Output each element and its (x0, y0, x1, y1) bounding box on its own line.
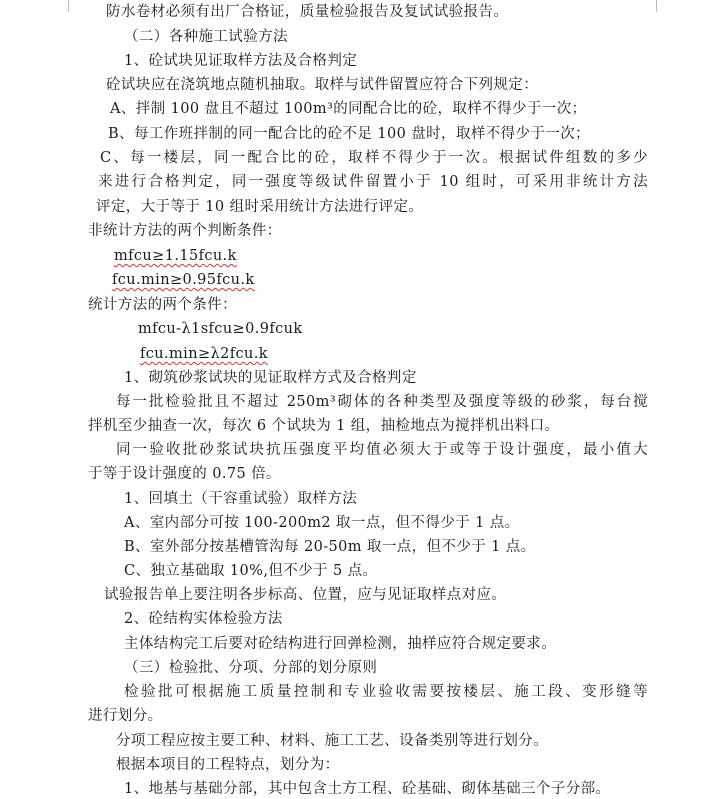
text-line: 防水卷材必须有出厂合格证，质量检验报告及复试试验报告。 (106, 4, 509, 20)
text-line: 1、地基与基础分部，其中包含土方工程、砼基础、砌体基础三个子分部。 (124, 781, 611, 797)
text-line: 主体结构完工后要对砼结构进行回弹检测，抽样应符合规定要求。 (124, 636, 557, 652)
subsection-heading: 2、砼结构实体检验方法 (124, 611, 283, 627)
formula-text: mfcu≥1.15fcu.k (114, 248, 237, 264)
formula-text: fcu.min≥0.95fcu.k (112, 272, 255, 288)
text-line: 拌机至少抽查一次，每次 6 个试块为 1 组，抽检地点为搅拌机出料口。 (88, 418, 560, 434)
list-item: A、室内部分可按 100-200m2 取一点，但不得少于 1 点。 (124, 515, 520, 531)
formula (112, 270, 255, 290)
subsection-heading: 1、回填土（干容重试验）取样方法 (124, 491, 358, 507)
text-line: 根据本项目的工程特点，划分为： (116, 757, 340, 773)
subsection-heading: 1、砌筑砂浆试块的见证取样方式及合格判定 (124, 370, 417, 386)
text-line: 进行划分。 (88, 708, 163, 724)
text-line: 检验批可根据施工质量控制和专业验收需要按楼层、施工段、变形缝等 (124, 684, 648, 700)
text-line: 砼试块应在浇筑地点随机抽取。取样与试件留置应符合下列规定： (106, 77, 539, 93)
list-item: B、每工作班拌制的同一配合比的砼不足 100 盘时，取样不得少于一次； (108, 126, 591, 142)
page-corner-mark-left (54, 0, 69, 12)
list-item: C、独立基础取 10%,但不少于 5 点。 (124, 563, 378, 579)
text-line: 于等于设计强度的 0.75 倍。 (88, 466, 281, 482)
text-line: 试验报告单上要注明各步标高、位置，应与见证取样点对应。 (104, 587, 507, 603)
text-line: 每一批检验批且不超过 250m³砌体的各种类型及强度等级的砂浆，每台搅 (116, 394, 648, 410)
text-line: 来进行合格判定，同一强度等级试件留置小于 10 组时，可采用非统计方法 (98, 174, 648, 190)
formula (140, 344, 268, 364)
subsection-heading: 1、砼试块见证取样方法及合格判定 (124, 53, 358, 69)
text-line: 非统计方法的两个判断条件： (88, 223, 282, 239)
formula: mfcu-λ1sfcu≥0.9fcuk (138, 321, 303, 337)
list-item: B、室外部分按基槽管沟每 20-50m 取一点，但不少于 1 点。 (124, 539, 536, 555)
formula (114, 246, 237, 266)
list-item: C、每一楼层，同一配合比的砼，取样不得少于一次。根据试件组数的多少 (100, 150, 648, 166)
text-line: 评定，大于等于 10 组时采用统计方法进行评定。 (96, 199, 424, 215)
text-line: 分项工程应按主要工种、材料、施工工艺、设备类别等进行划分。 (116, 733, 549, 749)
formula-text: fcu.min≥λ2fcu.k (140, 346, 268, 362)
text-line: 统计方法的两个条件： (88, 297, 237, 313)
page-corner-mark-right (656, 0, 671, 12)
section-heading: （二）各种施工试验方法 (124, 29, 288, 45)
list-item: A、拌制 100 盘且不超过 100m³的同配合比的砼，取样不得少于一次； (110, 101, 587, 117)
text-line: 同一验收批砂浆试块抗压强度平均值必须大于或等于设计强度，最小值大 (116, 442, 648, 458)
section-heading: （三）检验批、分项、分部的划分原则 (124, 660, 378, 676)
